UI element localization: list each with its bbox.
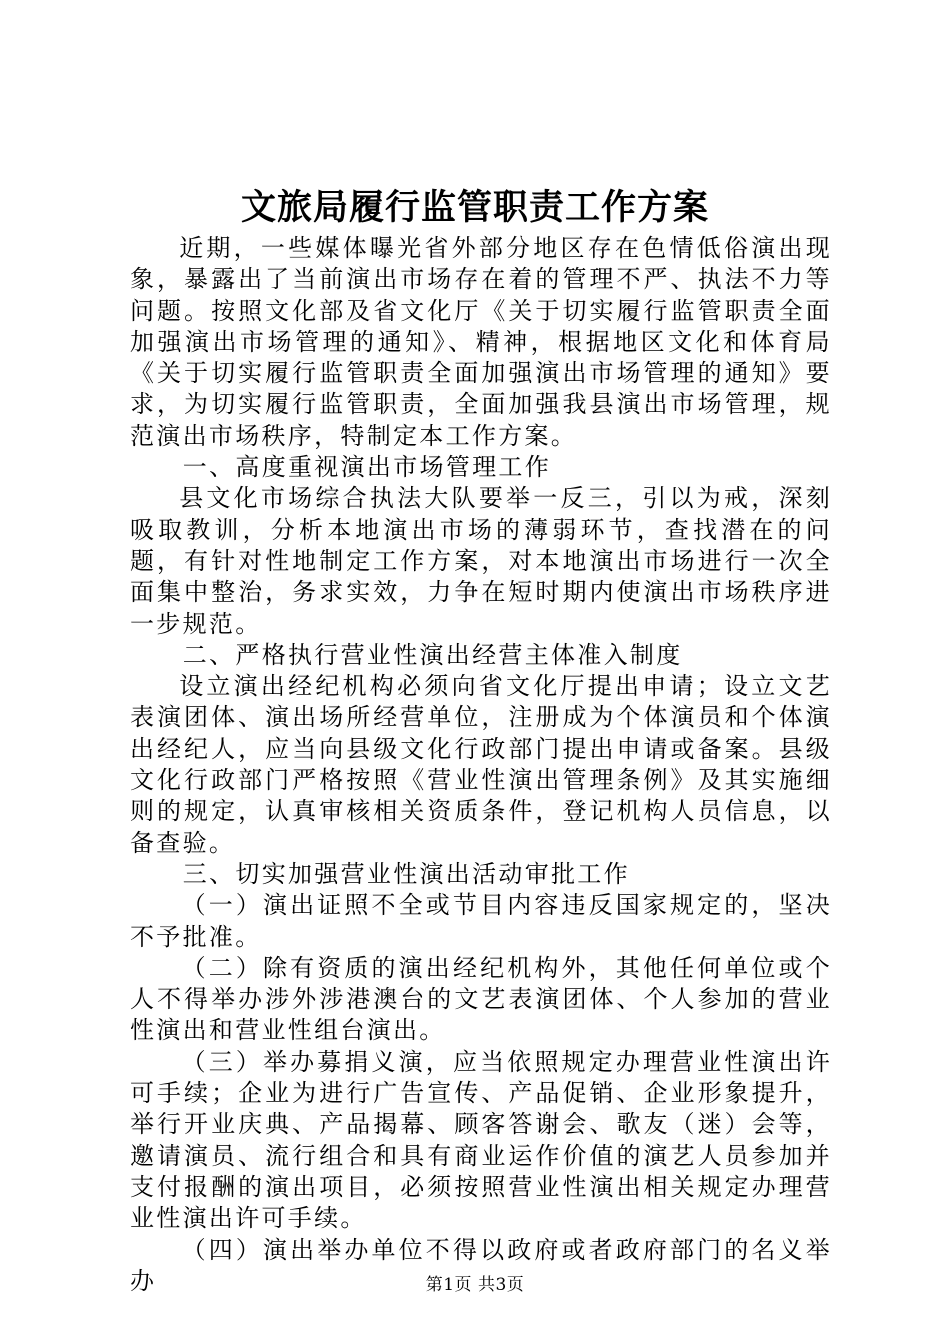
document-title: 文旅局履行监管职责工作方案 bbox=[240, 187, 709, 228]
section-2-paragraph: 设立演出经纪机构必须向省文化厅提出申请；设立文艺表演团体、演出场所经营单位，注册成为个体演员和个体演出经纪人，应当向县级文化行政部门提出申请或备案。县级文化行政部门严格按照《营业性演出管理条例》及其实施细则的规定，认真审核相关资质条件，登记机构人员信息，以备查验。 bbox=[130, 672, 832, 857]
document-body bbox=[130, 233, 832, 1297]
section-3-item-1: （一）演出证照不全或节目内容违反国家规定的，坚决不予批准。 bbox=[130, 891, 832, 951]
section-3-item-3: （三）举办募捐义演，应当依照规定办理营业性演出许可手续；企业为进行广告宣传、产品促销、企业形象提升，举行开业庆典、产品揭幕、顾客答谢会、歌友（迷）会等，邀请演员、流行组合和具有商业运作价值的演艺人员参加并支付报酬的演出项目，必须按照营业性演出相关规定办理营业性演出许可手续。 bbox=[130, 1047, 832, 1233]
section-1-paragraph: 县文化市场综合执法大队要举一反三，引以为戒，深刻吸取教训，分析本地演出市场的薄弱环节，查找潜在的问题，有针对性地制定工作方案，对本地演出市场进行一次全面集中整治，务求实效，力争在短时期内使演出市场秩序进一步规范。 bbox=[130, 484, 832, 638]
section-heading-2: 二、严格执行营业性演出经营主体准入制度 bbox=[182, 640, 683, 669]
section-heading-1: 一、高度重视演出市场管理工作 bbox=[182, 453, 551, 482]
intro-paragraph: 近期，一些媒体曝光省外部分地区存在色情低俗演出现象，暴露出了当前演出市场存在着的管理不严、执法不力等问题。按照文化部及省文化厅《关于切实履行监管职责全面加强演出市场管理的通知》、精神，根据地区文化和体育局《关于切实履行监管职责全面加强演出市场管理的通知》要求，为切实履行监管职责，全面加强我县演出市场管理，规范演出市场秩序，特制定本工作方案。 bbox=[130, 234, 832, 450]
section-3-item-2: （二）除有资质的演出经纪机构外，其他任何单位或个人不得举办涉外涉港澳台的文艺表演团体、个人参加的营业性演出和营业性组台演出。 bbox=[130, 953, 832, 1045]
section-heading-3: 三、切实加强营业性演出活动审批工作 bbox=[182, 859, 630, 888]
section-3-item-4: （四）演出举办单位不得以政府或者政府部门的名义举办 bbox=[130, 1235, 832, 1295]
page-footer: 第1页 共3页 bbox=[425, 1275, 525, 1295]
